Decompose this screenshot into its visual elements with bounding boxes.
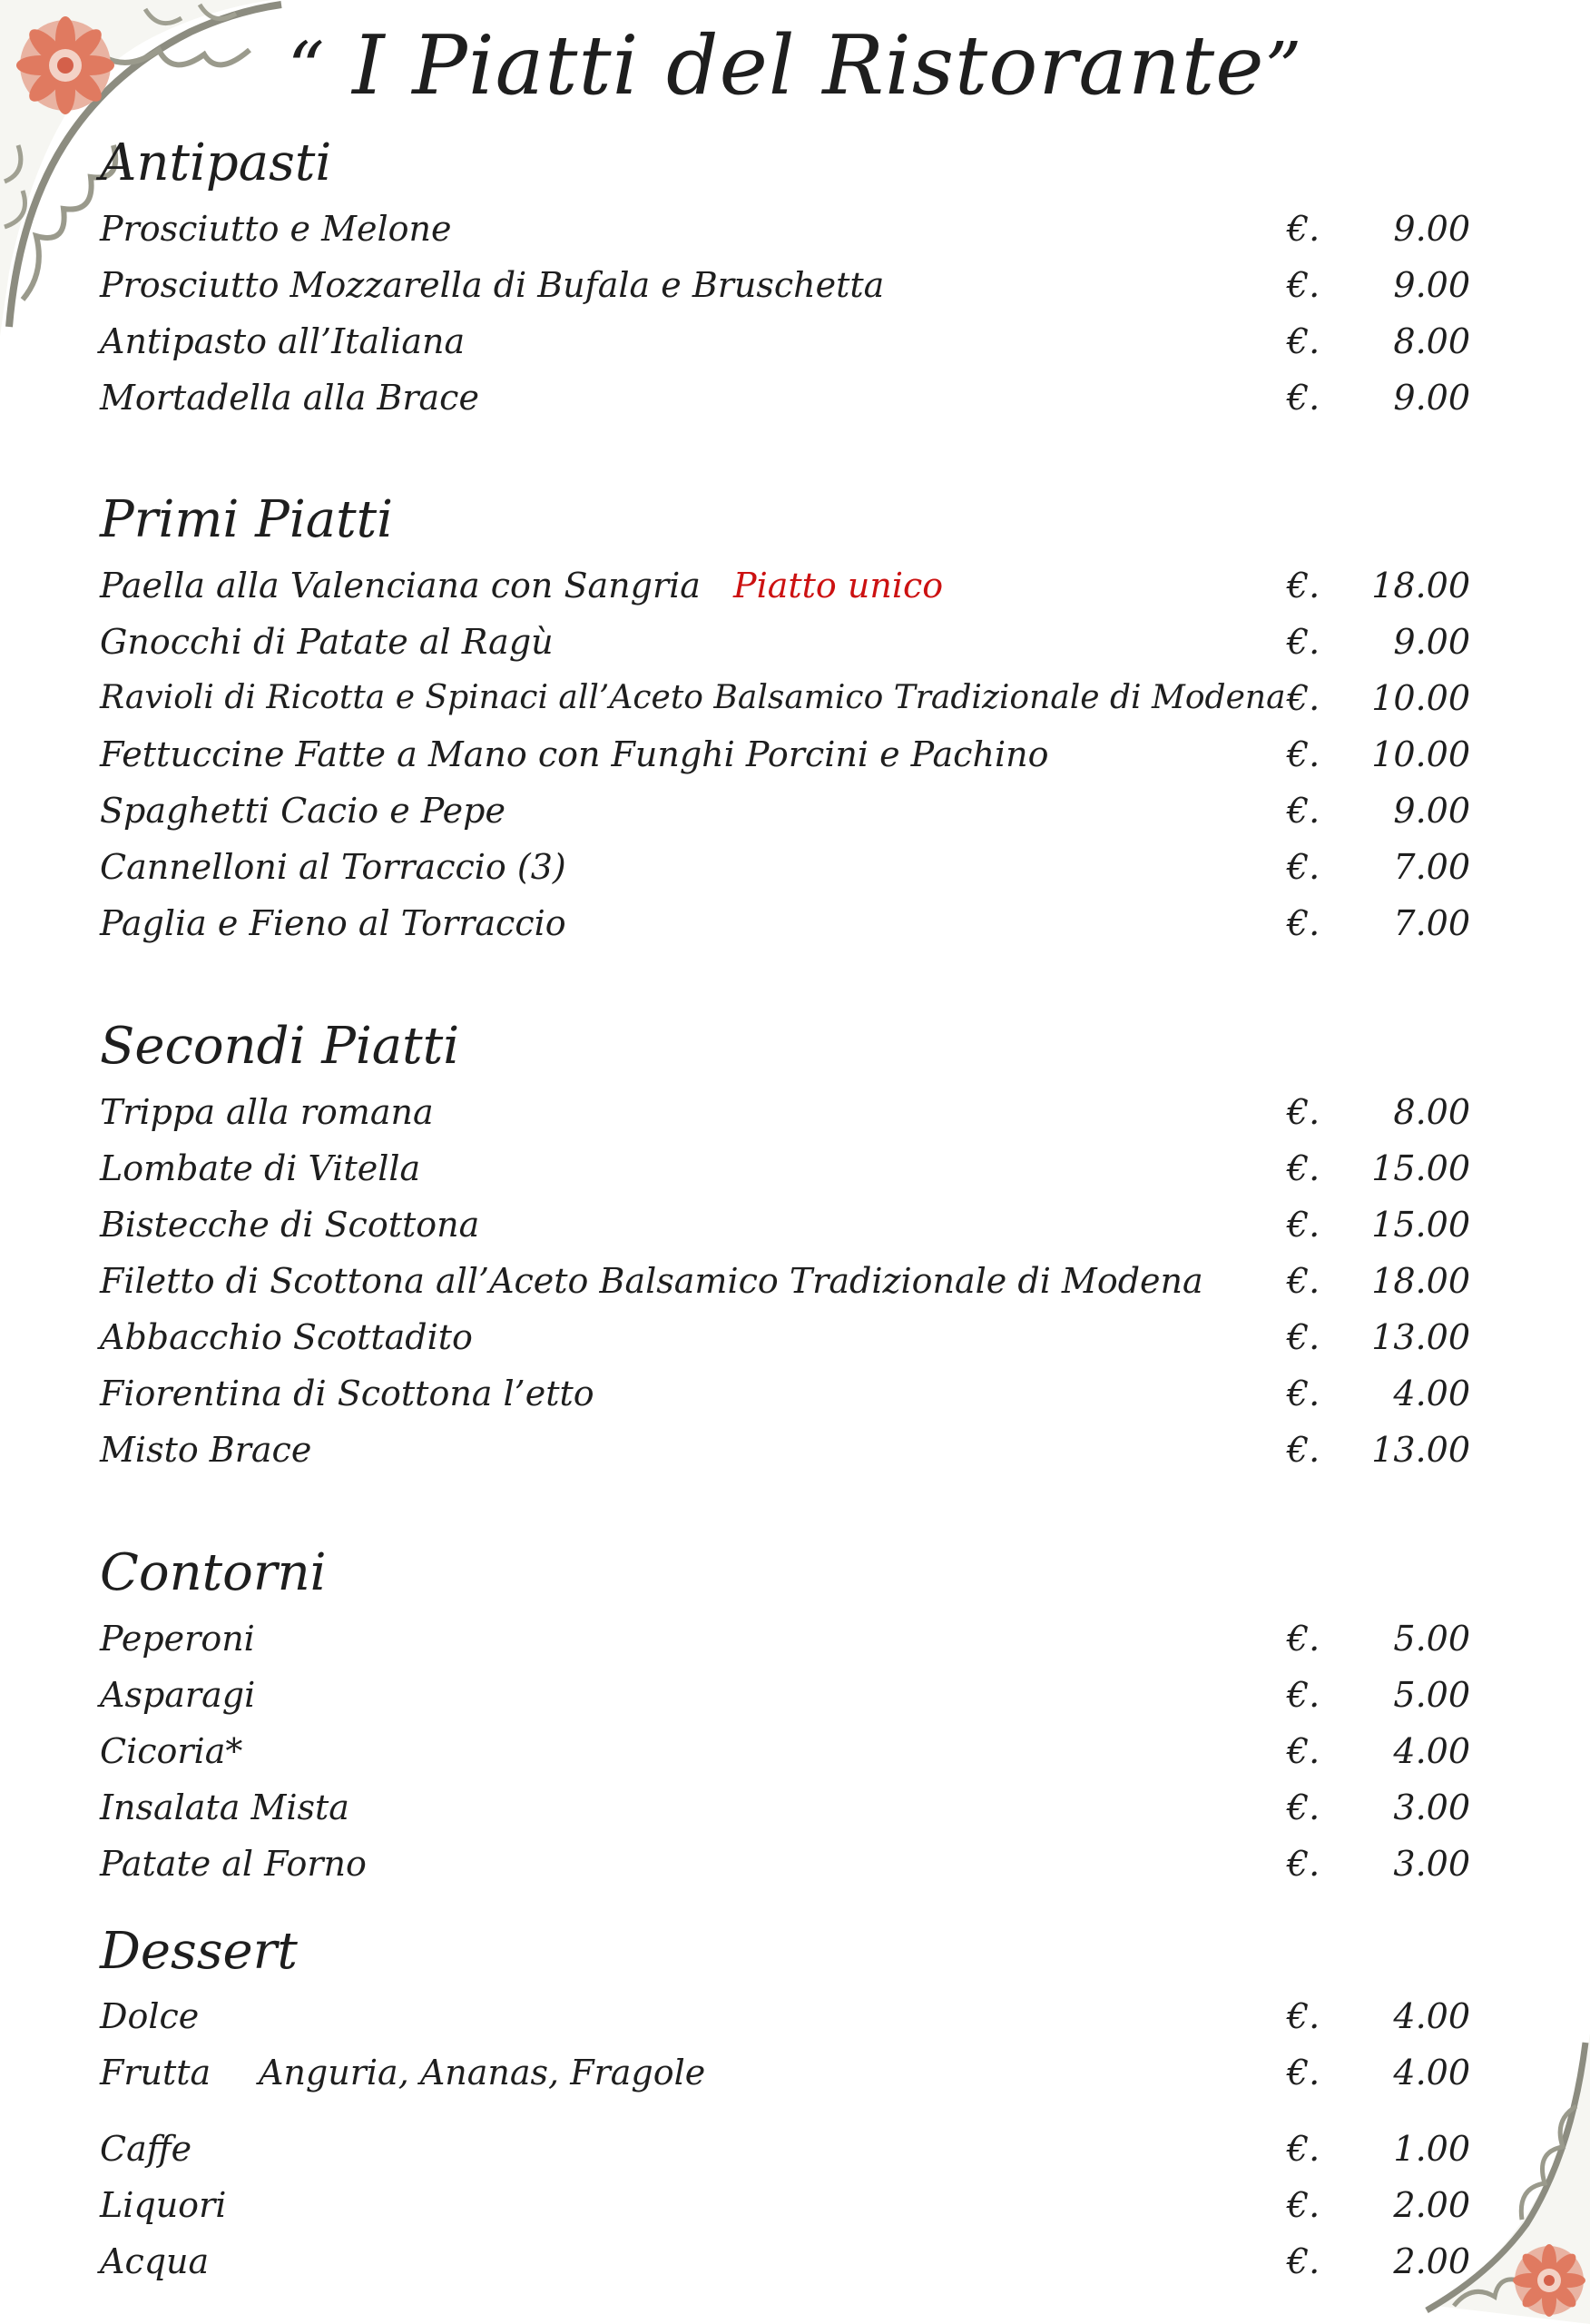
- item-currency: €.: [1287, 2053, 1320, 2093]
- item-name: Fettuccine Fatte a Mano con Funghi Porcini e Pachino: [100, 734, 1049, 774]
- item-name: Prosciutto Mozzarella di Bufala e Bruschetta: [100, 265, 885, 305]
- item-price: 5.00: [1393, 1619, 1470, 1659]
- item-currency: €.: [1287, 622, 1320, 662]
- item-price: 3.00: [1393, 1844, 1470, 1884]
- menu-item: [0, 1725, 1590, 1777]
- menu-item: [0, 259, 1590, 311]
- item-price: 8.00: [1393, 1092, 1470, 1132]
- item-currency: €.: [1287, 1261, 1320, 1301]
- item-currency: €.: [1287, 2185, 1320, 2225]
- item-name: Paglia e Fieno al Torraccio: [100, 903, 566, 943]
- item-currency: €.: [1287, 2129, 1320, 2169]
- section-heading-secondi-piatti: Secondi Piatti: [100, 1017, 460, 1076]
- item-name: Asparagi: [100, 1675, 256, 1715]
- item-name: Spaghetti Cacio e Pepe: [100, 791, 505, 831]
- item-currency: €.: [1287, 734, 1320, 774]
- item-price: 3.00: [1393, 1787, 1470, 1827]
- section-heading-primi-piatti: Primi Piatti: [100, 490, 394, 549]
- item-name: Paella alla Valenciana con Sangria: [100, 566, 701, 606]
- item-currency: €.: [1287, 678, 1320, 718]
- menu-item: [0, 2179, 1590, 2231]
- item-currency: €.: [1287, 847, 1320, 887]
- title-quote-close: ”: [1264, 26, 1303, 111]
- item-note: Piatto unico: [733, 566, 944, 606]
- menu-item: [0, 784, 1590, 837]
- item-currency: €.: [1287, 1675, 1320, 1715]
- item-name: Peperoni: [100, 1619, 255, 1659]
- item-currency: €.: [1287, 1317, 1320, 1357]
- item-price: 9.00: [1393, 622, 1470, 662]
- item-price: 10.00: [1371, 734, 1470, 774]
- item-price: 18.00: [1371, 566, 1470, 606]
- item-price: 4.00: [1393, 1731, 1470, 1771]
- item-name: Trippa alla romana: [100, 1092, 434, 1132]
- item-price: 7.00: [1393, 903, 1470, 943]
- menu-item: [0, 615, 1590, 668]
- item-price: 9.00: [1393, 265, 1470, 305]
- item-price: 7.00: [1393, 847, 1470, 887]
- menu-item: [0, 559, 1590, 612]
- item-name: Lombate di Vitella: [100, 1148, 421, 1188]
- item-currency: €.: [1287, 903, 1320, 943]
- item-price: 4.00: [1393, 2053, 1470, 2093]
- section-heading-contorni: Contorni: [100, 1543, 327, 1602]
- item-price: 10.00: [1371, 678, 1470, 718]
- item-price: 13.00: [1371, 1317, 1470, 1357]
- menu-item: [0, 1086, 1590, 1138]
- section-heading-antipasti: Antipasti: [100, 133, 332, 192]
- item-price: 4.00: [1393, 1374, 1470, 1413]
- item-price: 9.00: [1393, 791, 1470, 831]
- item-currency: €.: [1287, 1731, 1320, 1771]
- menu-item: [0, 1142, 1590, 1195]
- menu-item: [0, 315, 1590, 368]
- item-name: Liquori: [100, 2185, 227, 2225]
- item-name: Insalata Mista: [100, 1787, 349, 1827]
- menu-item: [0, 1311, 1590, 1364]
- menu-item: [0, 1198, 1590, 1251]
- page-title: [0, 16, 1590, 119]
- menu-item: [0, 672, 1590, 724]
- item-name: Gnocchi di Patate al Ragù: [100, 622, 554, 662]
- menu-item: [0, 841, 1590, 893]
- item-currency: €.: [1287, 1205, 1320, 1245]
- item-price: 2.00: [1393, 2185, 1470, 2225]
- item-currency: €.: [1287, 1430, 1320, 1470]
- item-price: 18.00: [1371, 1261, 1470, 1301]
- title-text: I Piatti del Ristorante: [352, 18, 1265, 113]
- item-currency: €.: [1287, 2241, 1320, 2281]
- item-price: 15.00: [1371, 1148, 1470, 1188]
- title-quote-open: “: [287, 26, 326, 111]
- item-currency: €.: [1287, 1787, 1320, 1827]
- item-name: Bistecche di Scottona: [100, 1205, 480, 1245]
- item-price: 1.00: [1393, 2129, 1470, 2169]
- menu-item: [0, 1781, 1590, 1834]
- item-name: Fiorentina di Scottona l’etto: [100, 1374, 594, 1413]
- item-price: 4.00: [1393, 1996, 1470, 2036]
- item-currency: €.: [1287, 1619, 1320, 1659]
- menu-item: [0, 1423, 1590, 1476]
- item-currency: €.: [1287, 1374, 1320, 1413]
- menu-item: [0, 728, 1590, 781]
- item-price: 8.00: [1393, 321, 1470, 361]
- menu-item: [0, 1367, 1590, 1420]
- item-currency: €.: [1287, 1148, 1320, 1188]
- item-name: Abbacchio Scottadito: [100, 1317, 473, 1357]
- section-heading-dessert: Dessert: [100, 1922, 298, 1981]
- item-currency: €.: [1287, 321, 1320, 361]
- item-name: Frutta: [100, 2053, 211, 2093]
- item-currency: €.: [1287, 265, 1320, 305]
- menu-item: [0, 1669, 1590, 1721]
- menu-item: [0, 1255, 1590, 1307]
- item-note: Anguria, Ananas, Fragole: [259, 2053, 706, 2093]
- item-name: Patate al Forno: [100, 1844, 367, 1884]
- menu-item: [0, 2235, 1590, 2288]
- item-price: 5.00: [1393, 1675, 1470, 1715]
- menu-item: [0, 897, 1590, 950]
- item-name: Cicoria*: [100, 1731, 243, 1771]
- item-name: Antipasto all’Italiana: [100, 321, 466, 361]
- item-price: 15.00: [1371, 1205, 1470, 1245]
- item-price: 13.00: [1371, 1430, 1470, 1470]
- item-currency: €.: [1287, 791, 1320, 831]
- menu-item: [0, 1612, 1590, 1665]
- item-currency: €.: [1287, 378, 1320, 418]
- item-name: Mortadella alla Brace: [100, 378, 479, 418]
- menu-item: [0, 2122, 1590, 2175]
- item-name: Filetto di Scottona all’Aceto Balsamico Tradizionale di Modena: [100, 1261, 1203, 1301]
- item-name: Ravioli di Ricotta e Spinaci all’Aceto Balsamico Tradizionale di Modena: [100, 679, 1286, 716]
- item-currency: €.: [1287, 1092, 1320, 1132]
- item-currency: €.: [1287, 1844, 1320, 1884]
- item-price: 2.00: [1393, 2241, 1470, 2281]
- item-name: Prosciutto e Melone: [100, 209, 452, 249]
- menu-item: [0, 1837, 1590, 1890]
- item-name: Misto Brace: [100, 1430, 312, 1470]
- item-name: Dolce: [100, 1996, 200, 2036]
- item-name: Acqua: [100, 2241, 210, 2281]
- menu-item: [0, 202, 1590, 255]
- item-name: Caffe: [100, 2129, 192, 2169]
- item-currency: €.: [1287, 566, 1320, 606]
- menu-item: [0, 2046, 1590, 2099]
- menu-item: [0, 371, 1590, 424]
- item-price: 9.00: [1393, 209, 1470, 249]
- item-price: 9.00: [1393, 378, 1470, 418]
- item-currency: €.: [1287, 1996, 1320, 2036]
- item-name: Cannelloni al Torraccio (3): [100, 847, 566, 887]
- item-currency: €.: [1287, 209, 1320, 249]
- menu-item: [0, 1990, 1590, 2043]
